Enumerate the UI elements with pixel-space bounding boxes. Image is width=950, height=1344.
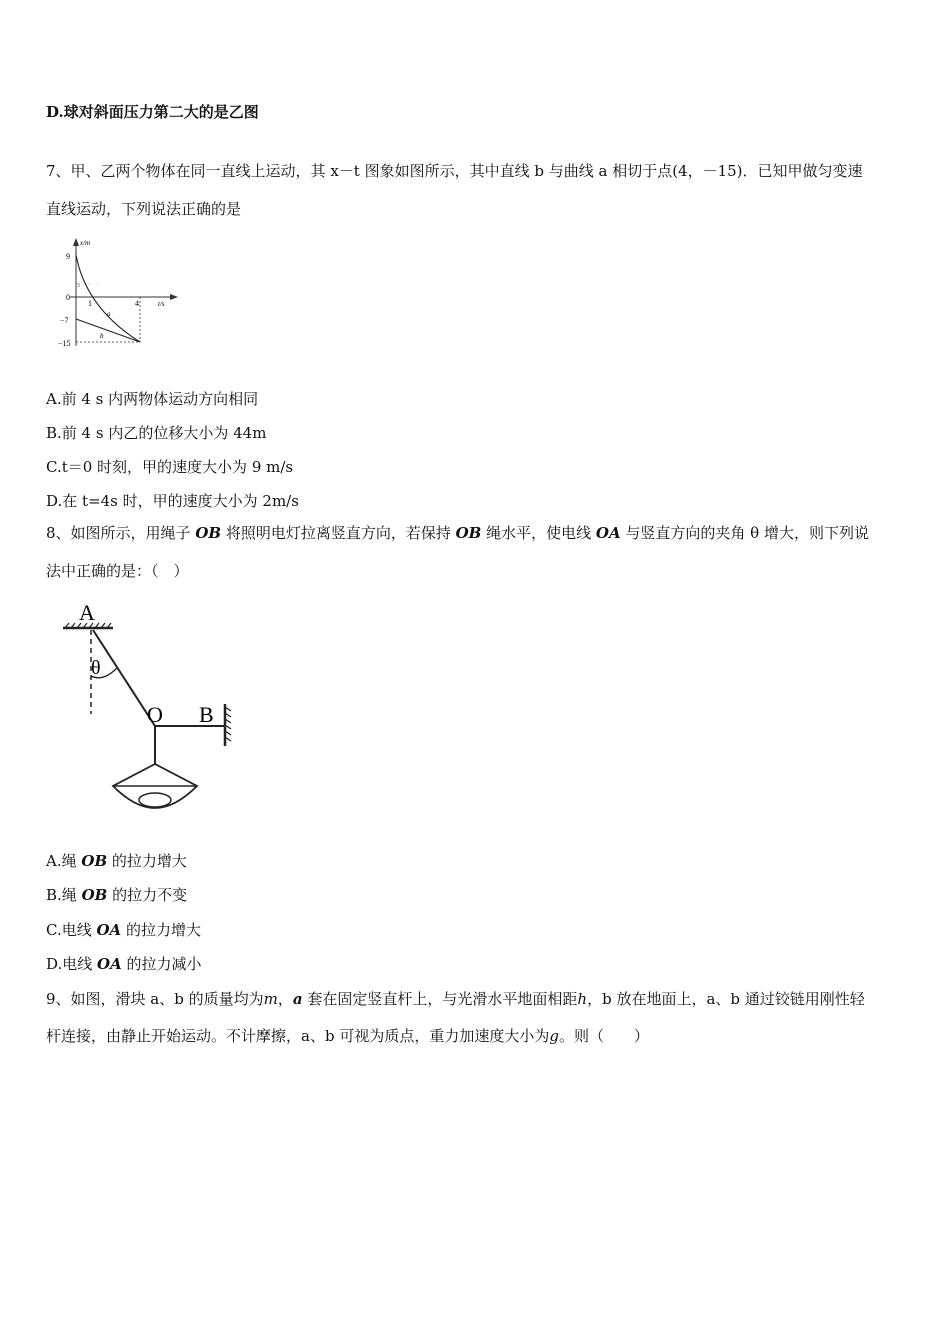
- q6-option-d: D.球对斜面压力第二大的是乙图: [46, 103, 259, 121]
- q8-option-c: C.电线 OA 的拉力增大: [46, 921, 201, 939]
- y-tick-neg7: −7: [60, 316, 69, 325]
- y-tick-neg15: −15: [58, 339, 71, 348]
- q8-stem-line2: 法中正确的是：（ ）: [46, 562, 189, 580]
- q7-option-b: B.前 4 s 内乙的位移大小为 44m: [46, 424, 267, 442]
- lamp-bulb: [139, 793, 171, 807]
- x-axis-label: t/s: [158, 300, 165, 308]
- line-b: [76, 319, 140, 342]
- q7-stem-line2: 直线运动，下列说法正确的是: [46, 200, 242, 218]
- q8-option-a: A.绳 OB 的拉力增大: [46, 852, 187, 870]
- q7-option-a: A.前 4 s 内两物体运动方向相同: [46, 390, 259, 408]
- origin-label: 0: [66, 293, 70, 302]
- label-theta: θ: [91, 657, 101, 679]
- q8-lamp-figure: [55, 596, 245, 826]
- label-a: A: [79, 600, 95, 625]
- y-axis-arrow: [73, 238, 79, 246]
- q7-option-c: C.t＝0 时刻，甲的速度大小为 9 m/s: [46, 458, 294, 476]
- label-o: O: [147, 702, 163, 727]
- q8-option-b: B.绳 OB 的拉力不变: [46, 886, 188, 904]
- q9-stem-line2: 杆连接，由静止开始运动。不计摩擦，a、b 可视为质点，重力加速度大小为g。则（ ）: [46, 1027, 649, 1045]
- q8-option-d: D.电线 OA 的拉力减小: [46, 955, 202, 973]
- x-tick-1: 1: [88, 299, 92, 308]
- q7-xt-graph: [52, 236, 182, 351]
- q7-stem-line1: 7、甲、乙两个物体在同一直线上运动，其 x－t 图象如图所示，其中直线 b 与曲线 a 相切于点(4，－15)．已知甲做匀变速: [46, 162, 863, 180]
- x-axis-arrow: [170, 294, 178, 300]
- curve-a-label: a: [107, 310, 111, 318]
- q8-stem-line1: 8、如图所示，用绳子 OB 将照明电灯拉离竖直方向，若保持 OB 绳水平，使电线 OA 与竖直方向的夹角 θ 增大，则下列说: [46, 524, 869, 542]
- q7-option-d: D.在 t=4s 时，甲的速度大小为 2m/s: [46, 492, 299, 510]
- line-b-label: b: [100, 332, 104, 340]
- y-tick-9: 9: [66, 252, 70, 261]
- q9-stem-line1: 9、如图，滑块 a、b 的质量均为m，a 套在固定竖直杆上，与光滑水平地面相距h，b 放在地面上，a、b 通过铰链用刚性轻: [46, 990, 865, 1008]
- y-small-label: 5: [77, 283, 80, 289]
- curve-a: [76, 255, 140, 342]
- label-b: B: [199, 702, 214, 727]
- x-tick-4: 4: [135, 299, 139, 308]
- y-axis-label: x/m: [80, 239, 91, 247]
